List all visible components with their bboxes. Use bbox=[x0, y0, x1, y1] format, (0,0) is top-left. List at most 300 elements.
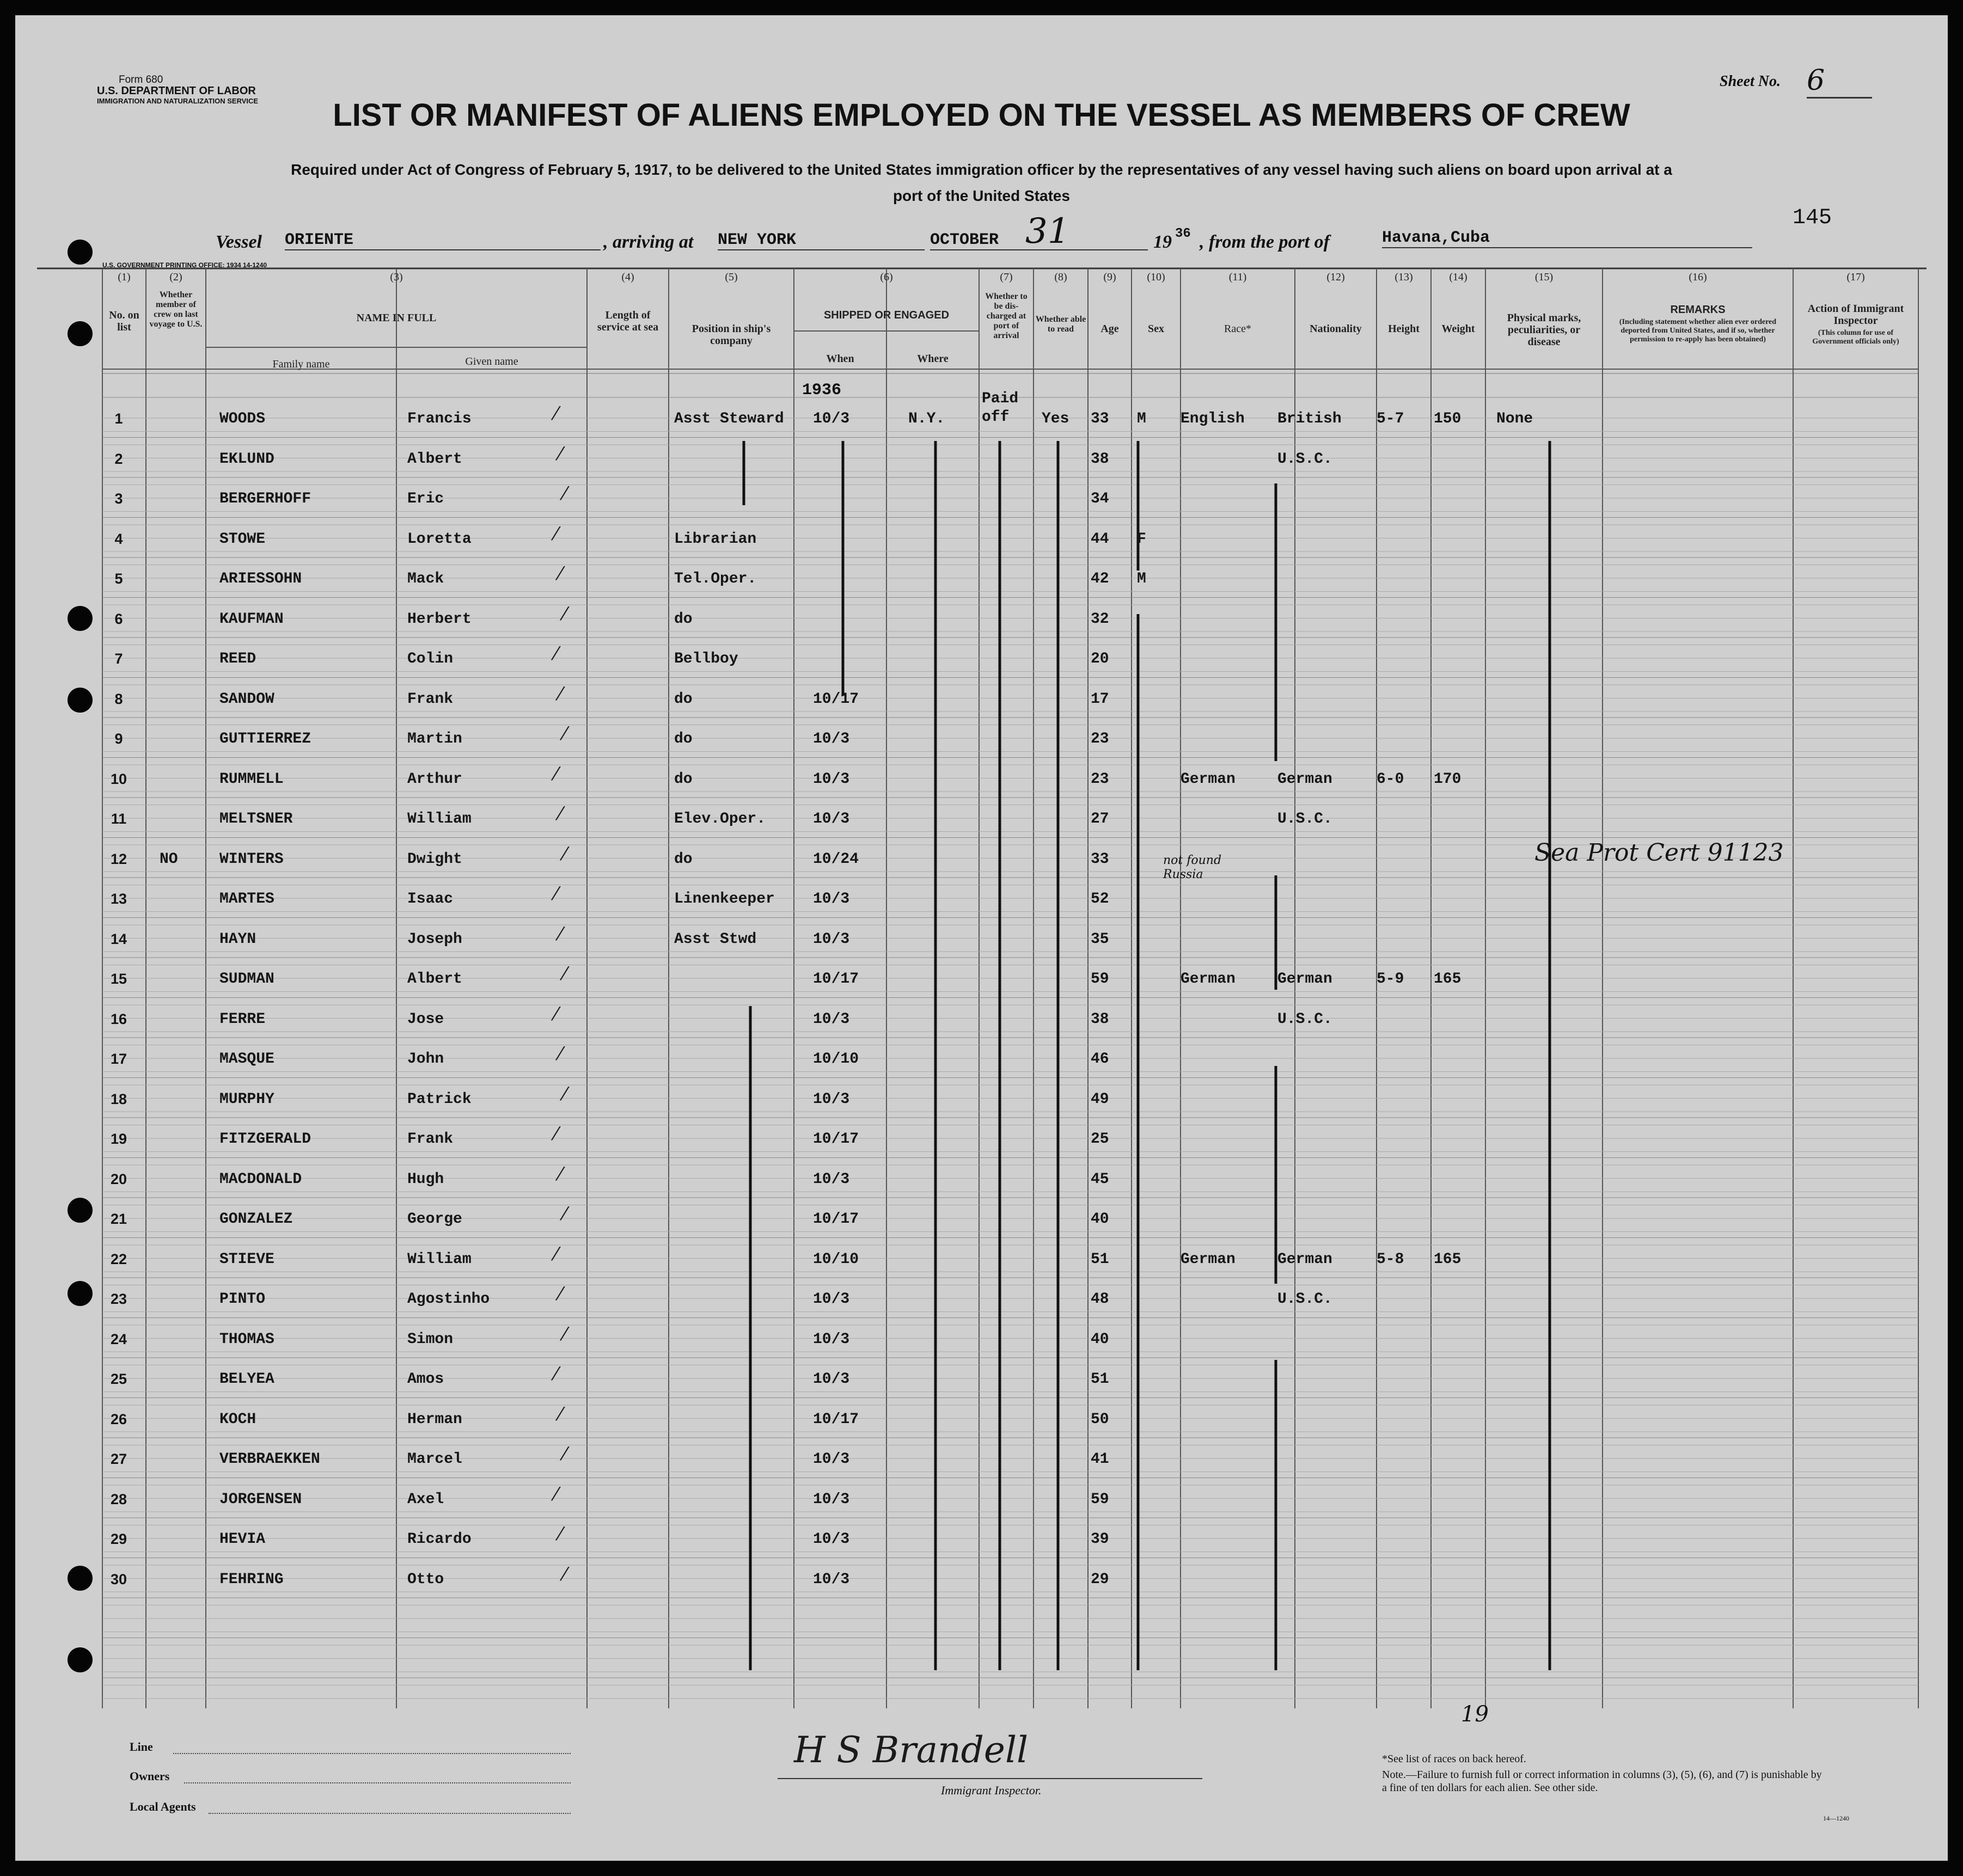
col-2-header: Whether member of crew on last voyage to U.S. bbox=[149, 290, 203, 329]
cell-family: GONZALEZ bbox=[219, 1211, 293, 1228]
cell-no: 13 bbox=[110, 891, 127, 907]
cell-age: 17 bbox=[1091, 690, 1109, 708]
cell-when: 10/3 bbox=[813, 1571, 850, 1588]
col-9-header: Age bbox=[1100, 323, 1119, 335]
cell-no: 12 bbox=[110, 850, 127, 867]
check-mark-icon: ⁄ bbox=[554, 1123, 558, 1145]
cell-given: William bbox=[407, 1250, 472, 1268]
cell-height: 5-9 bbox=[1377, 971, 1404, 988]
cell-family: EKLUND bbox=[219, 450, 274, 468]
cell-position: do bbox=[674, 690, 693, 708]
printing-office-note: U.S. GOVERNMENT PRINTING OFFICE: 1934 14-1240 bbox=[102, 261, 267, 269]
col-4-header: Length of service at sea bbox=[597, 309, 659, 333]
cell-nationality: British bbox=[1277, 410, 1342, 427]
col-10-header: Sex bbox=[1148, 323, 1164, 335]
check-mark-icon: ⁄ bbox=[554, 1003, 558, 1025]
cell-given: Patrick bbox=[407, 1090, 472, 1108]
cell-given: Albert bbox=[407, 450, 462, 468]
penalty-note: Note.—Failure to furnish full or correct information in columns (3), (5), (6), and (7) is punishable by a fine of ten dollars for each alien. See other side. bbox=[1382, 1769, 1822, 1794]
cell-age: 32 bbox=[1091, 610, 1109, 628]
cell-position: do bbox=[674, 770, 693, 788]
col-12-number: (12) bbox=[1326, 271, 1345, 283]
cell-when: 10/3 bbox=[813, 1090, 850, 1108]
col-13-number: (13) bbox=[1395, 271, 1413, 283]
cell-when: 10/3 bbox=[813, 1170, 850, 1188]
cell-no: 22 bbox=[110, 1250, 127, 1267]
col-3-number: (3) bbox=[390, 271, 403, 283]
cell-nationality: U.S.C. bbox=[1277, 450, 1332, 468]
cell-weight: 150 bbox=[1434, 410, 1461, 427]
cell-no: 9 bbox=[114, 731, 123, 747]
col-15-header: Physical marks, peculiarities, or disease bbox=[1507, 312, 1581, 348]
cell-age: 40 bbox=[1091, 1211, 1109, 1228]
cell-family: REED bbox=[219, 651, 256, 667]
check-mark-icon: ⁄ bbox=[559, 563, 562, 585]
col-17-header: Action of Immigrant Inspector bbox=[1807, 303, 1904, 327]
check-mark-icon: ⁄ bbox=[554, 763, 558, 785]
page-title: LIST OR MANIFEST OF ALIENS EMPLOYED ON THE VESSEL AS MEMBERS OF CREW bbox=[333, 97, 1630, 133]
cell-family: ARIESSOHN bbox=[219, 571, 302, 587]
cell-family: BERGERHOFF bbox=[219, 491, 311, 507]
cell-position: Bellboy bbox=[674, 651, 738, 667]
cell-age: 35 bbox=[1091, 930, 1109, 948]
cell-given: Hugh bbox=[407, 1170, 444, 1188]
cell-race: German bbox=[1181, 971, 1236, 988]
crew-row bbox=[15, 483, 1948, 523]
cell-sex: M bbox=[1137, 571, 1146, 587]
cell-given: Agostinho bbox=[407, 1291, 490, 1308]
cell-family: WOODS bbox=[219, 410, 266, 427]
cell-given: Martin bbox=[407, 731, 462, 747]
manifest-sheet bbox=[15, 15, 1948, 1861]
cell-position: do bbox=[674, 731, 693, 747]
check-mark-icon: ⁄ bbox=[559, 1043, 562, 1065]
cell-position: Linenkeeper bbox=[674, 891, 775, 908]
crew-row bbox=[15, 883, 1948, 923]
year-prefix: 19 bbox=[1153, 232, 1172, 252]
cell-no: 14 bbox=[110, 930, 127, 947]
cell-given: Francis bbox=[407, 410, 472, 427]
col-8-header: Whether able to read bbox=[1035, 315, 1086, 334]
cell-family: MURPHY bbox=[219, 1090, 274, 1108]
cell-age: 44 bbox=[1091, 530, 1109, 548]
sheet-label: Sheet No. bbox=[1720, 73, 1781, 90]
cell-family: HEVIA bbox=[219, 1531, 266, 1548]
cell-position: Tel.Oper. bbox=[674, 571, 757, 587]
cell-nationality: U.S.C. bbox=[1277, 811, 1332, 827]
crew-row bbox=[15, 1523, 1948, 1563]
from-label: , from the port of bbox=[1200, 232, 1330, 252]
cell-given: Arthur bbox=[407, 770, 462, 788]
col-11-header: Race* bbox=[1224, 323, 1251, 335]
crew-row bbox=[15, 1123, 1948, 1163]
check-mark-icon: ⁄ bbox=[554, 523, 558, 545]
cell-family: FERRE bbox=[219, 1010, 266, 1028]
check-mark-icon: ⁄ bbox=[554, 1483, 558, 1505]
cell-no: 18 bbox=[110, 1090, 127, 1107]
check-mark-icon: ⁄ bbox=[563, 1323, 566, 1345]
line-field[interactable] bbox=[173, 1752, 571, 1754]
department-name: U.S. DEPARTMENT OF LABOR bbox=[97, 85, 256, 97]
col-14-number: (14) bbox=[1449, 271, 1467, 283]
cell-no: 7 bbox=[114, 651, 123, 667]
col-3-family-header: Family name bbox=[272, 358, 330, 370]
cell-family: VERBRAEKKEN bbox=[219, 1451, 320, 1468]
cell-weight: 165 bbox=[1434, 971, 1461, 988]
col-5-number: (5) bbox=[725, 271, 738, 283]
cell-position: Asst Stwd bbox=[674, 930, 757, 948]
cell-family: JORGENSEN bbox=[219, 1491, 302, 1508]
cell-no: 20 bbox=[110, 1170, 127, 1187]
cell-family: HAYN bbox=[219, 930, 256, 948]
cell-no: 26 bbox=[110, 1411, 127, 1427]
cell-nationality: U.S.C. bbox=[1277, 1291, 1332, 1308]
col-17-number: (17) bbox=[1846, 271, 1865, 283]
cell-family: MACDONALD bbox=[219, 1170, 302, 1188]
cell-given: Amos bbox=[407, 1371, 444, 1388]
cell-given: George bbox=[407, 1211, 462, 1228]
col-8-number: (8) bbox=[1054, 271, 1067, 283]
cell-given: John bbox=[407, 1051, 444, 1068]
cell-age: 39 bbox=[1091, 1531, 1109, 1548]
cell-when: 10/3 bbox=[813, 1010, 850, 1028]
col-16-note: (Including statement whether alien ever ordered deported from United States, and if so, whether permission to re-apply has been obtained) bbox=[1619, 318, 1777, 344]
cell-position: do bbox=[674, 610, 693, 628]
subtitle-line-1: Required under Act of Congress of February 5, 1917, to be delivered to the United States immigration officer by the representatives of any vessel having such aliens on board upon arrival at a bbox=[291, 161, 1672, 178]
cell-when: 10/3 bbox=[813, 891, 850, 908]
cell-age: 59 bbox=[1091, 1491, 1109, 1508]
cell-age: 23 bbox=[1091, 731, 1109, 747]
cell-when: 10/3 bbox=[813, 1451, 850, 1468]
check-mark-icon: ⁄ bbox=[563, 483, 566, 505]
crew-row bbox=[15, 1363, 1948, 1403]
cell-remarks: Sea Prot Cert 91123 bbox=[1534, 838, 1784, 867]
cell-family: KOCH bbox=[219, 1411, 256, 1428]
cell-family: MASQUE bbox=[219, 1051, 274, 1068]
cell-when: 10/3 bbox=[813, 1331, 850, 1348]
inspector-label: Immigrant Inspector. bbox=[941, 1783, 1042, 1797]
cell-family: WINTERS bbox=[219, 850, 284, 868]
check-mark-icon: ⁄ bbox=[554, 1243, 558, 1265]
check-mark-icon: ⁄ bbox=[559, 1163, 562, 1185]
crew-row bbox=[15, 563, 1948, 603]
total-count: 19 bbox=[1461, 1702, 1489, 1727]
cell-given: Frank bbox=[407, 690, 454, 708]
col-7-number: (7) bbox=[1000, 271, 1013, 283]
cell-given: Joseph bbox=[407, 930, 462, 948]
crew-row bbox=[15, 1043, 1948, 1083]
cell-no: 21 bbox=[110, 1211, 127, 1227]
cell-weight: 170 bbox=[1434, 770, 1461, 788]
cell-given: Axel bbox=[407, 1491, 444, 1508]
col-4-number: (4) bbox=[621, 271, 634, 283]
cell-no: 25 bbox=[110, 1371, 127, 1387]
cell-family: BELYEA bbox=[219, 1371, 274, 1388]
crew-row bbox=[15, 683, 1948, 723]
cell-age: 46 bbox=[1091, 1051, 1109, 1068]
races-note: *See list of races on back hereof. bbox=[1382, 1753, 1526, 1765]
col-14-header: Weight bbox=[1441, 323, 1475, 335]
cell-nationality: U.S.C. bbox=[1277, 1010, 1332, 1028]
cell-marks: None bbox=[1496, 410, 1533, 427]
cell-position: Elev.Oper. bbox=[674, 811, 766, 827]
crew-row bbox=[15, 643, 1948, 683]
vessel-name: ORIENTE bbox=[285, 231, 601, 250]
crew-row bbox=[15, 1564, 1948, 1603]
signature-line bbox=[778, 1778, 1202, 1779]
check-mark-icon: ⁄ bbox=[554, 1363, 558, 1385]
cell-no: 15 bbox=[110, 971, 127, 987]
col-9-number: (9) bbox=[1103, 271, 1116, 283]
cell-age: 42 bbox=[1091, 571, 1109, 587]
cell-sex: M bbox=[1137, 410, 1146, 427]
crew-row bbox=[15, 723, 1948, 763]
cell-given: Marcel bbox=[407, 1451, 462, 1468]
crew-row bbox=[15, 1163, 1948, 1203]
check-mark-icon: ⁄ bbox=[559, 803, 562, 825]
cell-no: 10 bbox=[110, 770, 127, 787]
stamp-number: 145 bbox=[1793, 206, 1832, 230]
cell-no: 11 bbox=[111, 811, 127, 827]
col-6-where-header: Where bbox=[917, 353, 949, 365]
col-16-header: REMARKS bbox=[1670, 304, 1726, 316]
crew-row bbox=[15, 523, 1948, 563]
cell-given: Herbert bbox=[407, 610, 472, 628]
cell-age: 50 bbox=[1091, 1411, 1109, 1428]
cell-age: 51 bbox=[1091, 1250, 1109, 1268]
check-mark-icon: ⁄ bbox=[559, 1283, 562, 1305]
cell-when: 10/3 bbox=[813, 1491, 850, 1508]
year-row: 1936 bbox=[802, 381, 842, 400]
crew-row bbox=[15, 1243, 1948, 1283]
inspector-signature: H S Brandell bbox=[794, 1729, 1029, 1771]
cell-age: 34 bbox=[1091, 491, 1109, 507]
check-mark-icon: ⁄ bbox=[554, 883, 558, 905]
cell-age: 59 bbox=[1091, 971, 1109, 988]
cell-age: 33 bbox=[1091, 850, 1109, 868]
col-3-given-header: Given name bbox=[465, 355, 518, 367]
cell-no: 29 bbox=[110, 1531, 127, 1547]
cell-no: 30 bbox=[110, 1571, 127, 1587]
col-2-number: (2) bbox=[169, 271, 182, 283]
from-port: Havana,Cuba bbox=[1382, 229, 1752, 248]
crew-row bbox=[15, 963, 1948, 1003]
col-13-header: Height bbox=[1388, 323, 1420, 335]
cell-when: 10/17 bbox=[813, 1131, 859, 1148]
cell-sex: F bbox=[1137, 530, 1146, 548]
col-1-header: No. on list bbox=[109, 309, 139, 333]
col-15-number: (15) bbox=[1534, 271, 1554, 283]
cell-age: 38 bbox=[1091, 1010, 1109, 1028]
cell-family: SANDOW bbox=[219, 690, 274, 708]
cell-when: 10/3 bbox=[813, 930, 850, 948]
cell-race: English bbox=[1181, 410, 1245, 427]
cell-when: 10/17 bbox=[813, 1411, 859, 1428]
cell-position: Asst Steward bbox=[674, 410, 784, 427]
row12-race-annotation: not found Russia bbox=[1163, 854, 1222, 881]
check-mark-icon: ⁄ bbox=[559, 1403, 562, 1425]
crew-row bbox=[15, 1283, 1948, 1323]
cell-family: KAUFMAN bbox=[219, 610, 284, 628]
check-mark-icon: ⁄ bbox=[554, 643, 558, 665]
crew-row bbox=[15, 443, 1948, 483]
cell-given: Jose bbox=[407, 1010, 444, 1028]
cell-age: 51 bbox=[1091, 1371, 1109, 1388]
col-17-note: (This column for use of Government officials only) bbox=[1812, 329, 1899, 346]
cell-no: 3 bbox=[114, 491, 123, 507]
cell-no: 24 bbox=[110, 1331, 127, 1347]
cell-height: 6-0 bbox=[1377, 770, 1404, 788]
check-mark-icon: ⁄ bbox=[563, 603, 566, 625]
cell-when: 10/24 bbox=[813, 850, 859, 868]
form-code: 14—1240 bbox=[1823, 1814, 1849, 1822]
year-suffix: 36 bbox=[1175, 226, 1191, 241]
cell-last: NO bbox=[160, 850, 178, 868]
cell-age: 27 bbox=[1091, 811, 1109, 827]
subtitle-line-2: port of the United States bbox=[892, 187, 1071, 204]
cell-weight: 165 bbox=[1434, 1250, 1461, 1268]
crew-row bbox=[15, 763, 1948, 803]
cell-nationality: German bbox=[1277, 770, 1332, 788]
cell-when: 10/17 bbox=[813, 690, 859, 708]
col-12-header: Nationality bbox=[1310, 323, 1362, 335]
crew-row bbox=[15, 803, 1948, 843]
cell-given: Isaac bbox=[407, 891, 454, 908]
cell-age: 41 bbox=[1091, 1451, 1109, 1468]
cell-age: 25 bbox=[1091, 1131, 1109, 1148]
service-name: IMMIGRATION AND NATURALIZATION SERVICE bbox=[97, 97, 259, 105]
form-number: Form 680 bbox=[119, 74, 163, 85]
cell-when: 10/3 bbox=[813, 410, 850, 427]
cell-given: Mack bbox=[407, 571, 444, 587]
check-mark-icon: ⁄ bbox=[563, 1083, 566, 1105]
cell-family: MELTSNER bbox=[219, 811, 293, 827]
cell-no: 28 bbox=[110, 1491, 127, 1507]
cell-no: 6 bbox=[114, 610, 123, 627]
col-6-header: SHIPPED OR ENGAGED bbox=[823, 309, 950, 321]
line-label: Line bbox=[130, 1740, 153, 1754]
cell-age: 49 bbox=[1091, 1090, 1109, 1108]
cell-when: 10/3 bbox=[813, 1371, 850, 1388]
cell-race: German bbox=[1181, 770, 1236, 788]
cell-where: N.Y. bbox=[908, 410, 945, 427]
col-1-number: (1) bbox=[118, 271, 131, 283]
cell-height: 5-7 bbox=[1377, 410, 1404, 427]
crew-row bbox=[15, 838, 1948, 883]
cell-no: 16 bbox=[110, 1010, 127, 1027]
cell-family: GUTTIERREZ bbox=[219, 731, 311, 747]
cell-given: Eric bbox=[407, 491, 444, 507]
sheet-number: 6 bbox=[1807, 64, 1872, 99]
col-16-number: (16) bbox=[1689, 271, 1707, 283]
cell-given: Colin bbox=[407, 651, 454, 667]
cell-when: 10/17 bbox=[813, 971, 859, 988]
col-10-number: (10) bbox=[1147, 271, 1165, 283]
cell-given: William bbox=[407, 811, 472, 827]
cell-family: PINTO bbox=[219, 1291, 266, 1308]
cell-given: Herman bbox=[407, 1411, 462, 1428]
cell-no: 17 bbox=[110, 1051, 127, 1067]
check-mark-icon: ⁄ bbox=[559, 683, 562, 705]
cell-age: 23 bbox=[1091, 770, 1109, 788]
cell-family: THOMAS bbox=[219, 1331, 274, 1348]
cell-no: 8 bbox=[114, 690, 123, 707]
cell-age: 48 bbox=[1091, 1291, 1109, 1308]
local-agents-field[interactable] bbox=[209, 1812, 571, 1814]
cell-no: 5 bbox=[114, 571, 123, 587]
crew-row bbox=[15, 1083, 1948, 1123]
cell-given: Frank bbox=[407, 1131, 454, 1148]
cell-given: Simon bbox=[407, 1331, 454, 1348]
col-11-number: (11) bbox=[1228, 271, 1247, 283]
col-7-header: Whether to be dis-charged at port of arrival bbox=[985, 292, 1028, 340]
cell-family: STOWE bbox=[219, 530, 266, 548]
crew-row bbox=[15, 923, 1948, 963]
arrival-month: OCTOBER bbox=[930, 231, 1148, 250]
cell-no: 2 bbox=[114, 450, 123, 467]
cell-no: 27 bbox=[110, 1451, 127, 1467]
check-mark-icon: ⁄ bbox=[563, 1203, 566, 1225]
cell-when: 10/3 bbox=[813, 731, 850, 747]
cell-when: 10/10 bbox=[813, 1250, 859, 1268]
cell-when: 10/17 bbox=[813, 1211, 859, 1228]
cell-height: 5-8 bbox=[1377, 1250, 1404, 1268]
cell-family: RUMMELL bbox=[219, 770, 284, 788]
cell-no: 1 bbox=[114, 410, 123, 427]
vessel-label: Vessel bbox=[216, 232, 262, 252]
cell-age: 33 bbox=[1091, 410, 1109, 427]
cell-family: MARTES bbox=[219, 891, 274, 908]
cell-when: 10/3 bbox=[813, 1531, 850, 1548]
check-mark-icon: ⁄ bbox=[563, 963, 566, 985]
cell-age: 40 bbox=[1091, 1331, 1109, 1348]
cell-age: 52 bbox=[1091, 891, 1109, 908]
check-mark-icon: ⁄ bbox=[563, 723, 566, 745]
crew-row bbox=[15, 1443, 1948, 1483]
crew-row bbox=[15, 603, 1948, 643]
local-agents-label: Local Agents bbox=[130, 1800, 196, 1813]
cell-no: 23 bbox=[110, 1291, 127, 1307]
arriving-label: , arriving at bbox=[603, 232, 694, 252]
cell-when: 10/3 bbox=[813, 811, 850, 827]
cell-given: Dwight bbox=[407, 850, 462, 868]
cell-race: German bbox=[1181, 1250, 1236, 1268]
owners-field[interactable] bbox=[184, 1781, 571, 1783]
check-mark-icon: ⁄ bbox=[559, 1523, 562, 1545]
cell-family: SUDMAN bbox=[219, 971, 274, 988]
cell-position: Librarian bbox=[674, 530, 757, 548]
col-5-header: Position in ship's company bbox=[692, 323, 771, 347]
cell-nationality: German bbox=[1277, 1250, 1332, 1268]
cell-age: 38 bbox=[1091, 450, 1109, 468]
cell-given: Albert bbox=[407, 971, 462, 988]
arrival-port: NEW YORK bbox=[718, 231, 925, 250]
check-mark-icon: ⁄ bbox=[559, 923, 562, 945]
cell-no: 4 bbox=[114, 530, 123, 547]
cell-when: 10/3 bbox=[813, 1291, 850, 1308]
cell-when: 10/10 bbox=[813, 1051, 859, 1068]
col-6-when-header: When bbox=[826, 353, 854, 365]
cell-family: STIEVE bbox=[219, 1250, 274, 1268]
crew-row bbox=[15, 1323, 1948, 1363]
crew-row bbox=[15, 1003, 1948, 1043]
cell-when: 10/3 bbox=[813, 770, 850, 788]
check-mark-icon: ⁄ bbox=[563, 1443, 566, 1465]
cell-given: Loretta bbox=[407, 530, 472, 548]
col-6-number: (6) bbox=[880, 271, 893, 283]
cell-age: 29 bbox=[1091, 1571, 1109, 1588]
cell-nationality: German bbox=[1277, 971, 1332, 988]
